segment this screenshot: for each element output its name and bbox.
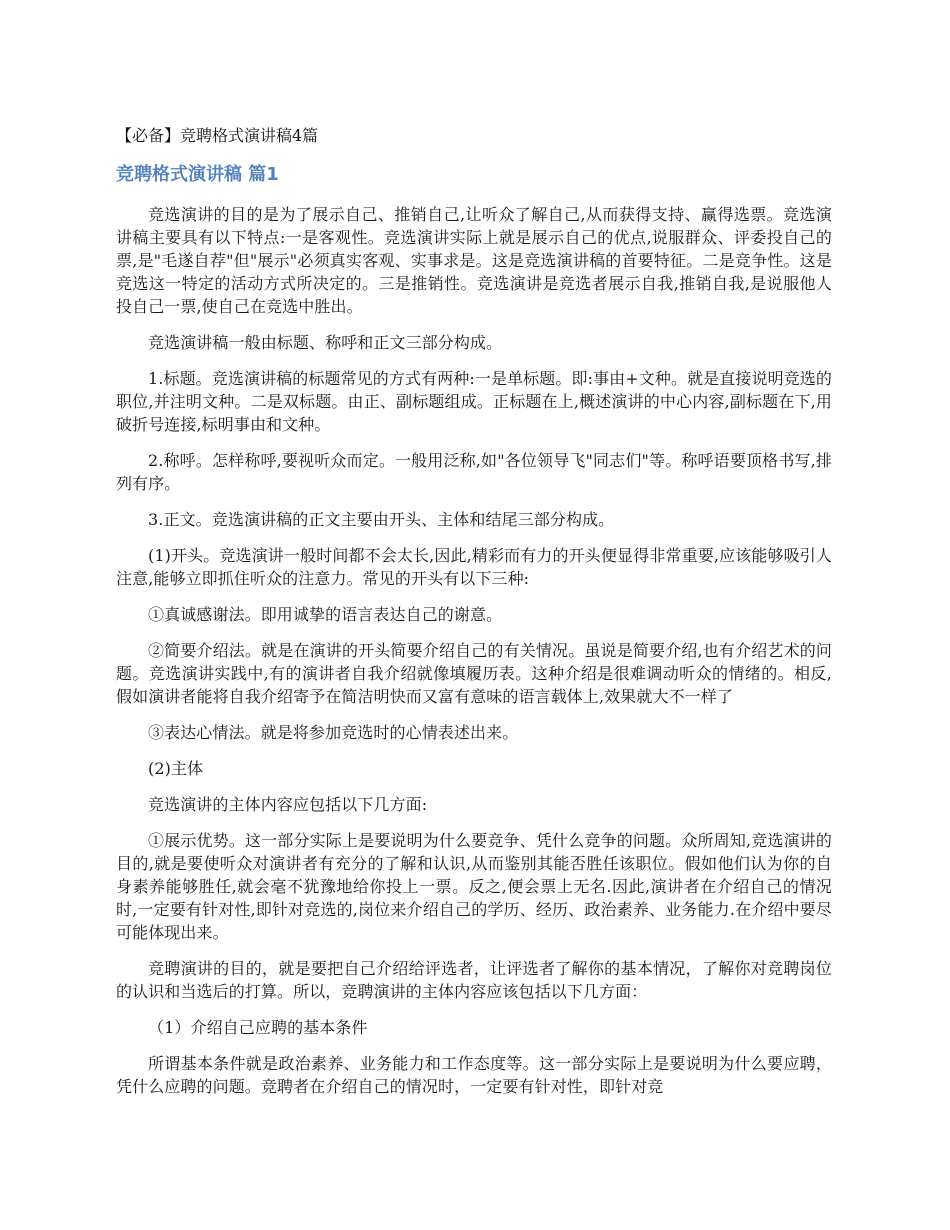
paragraph: 3.正文。竞选演讲稿的正文主要由开头、主体和结尾三部分构成。 xyxy=(148,510,615,529)
paragraph: ①真诚感谢法。即用诚挚的语言表达自己的谢意。 xyxy=(148,605,503,624)
paragraph: 2.称呼。怎样称呼,要视听众而定。一般用泛称,如"各位领导飞"同志们"等。称呼语要顶格书写,排列有序。 xyxy=(116,451,832,493)
paragraph: 竞聘演讲的目的，就是要把自己介绍给评选者，让评选者了解你的基本情况，了解你对竞聘岗位的认识和当选后的打算。所以，竞聘演讲的主体内容应该包括以下几方面： xyxy=(116,959,832,1001)
paragraph: 竞选演讲稿一般由标题、称呼和正文三部分构成。 xyxy=(148,333,503,352)
section-heading: 竞聘格式演讲稿 篇1 xyxy=(116,164,279,185)
paragraph: 竞选演讲的目的是为了展示自己、推销自己,让听众了解自己,从而获得支持、赢得选票。竞选演讲稿主要具有以下特点:一是客观性。竞选演讲实际上就是展示自己的优点,说服群众、评委投自己的票,是"毛遂自荐"但"展示"必须真实客观、实事求是。这是竞选演讲稿的首要特征。二是竞争性。这是竞选这一特定的活动方式所决定的。三是推销性。竞选演讲是竞选者展示自我,推销自我,是说服他人投自己一票,使自己在竞选中胜出。 xyxy=(116,205,832,316)
document-title: 【必备】竞聘格式演讲稿4篇 xyxy=(116,126,319,145)
paragraph: 1.标题。竞选演讲稿的标题常见的方式有两种:一是单标题。即:事由+文种。就是直接说明竞选的职位,并注明文种。二是双标题。由正、副标题组成。正标题在上,概述演讲的中心内容,副标题在下,用破折号连接,标明事由和文种。 xyxy=(116,369,832,434)
paragraph: (1)开头。竞选演讲一般时间都不会太长,因此,精彩而有力的开头便显得非常重要,应该能够吸引人注意,能够立即抓住听众的注意力。常见的开头有以下三种: xyxy=(116,546,832,588)
paragraph: ③表达心情法。就是将参加竞选时的心情表述出来。 xyxy=(148,723,519,742)
paragraph: 竞选演讲的主体内容应包括以下几方面: xyxy=(148,795,428,814)
paragraph: ②简要介绍法。就是在演讲的开头简要介绍自己的有关情况。虽说是简要介绍,也有介绍艺术的问题。竞选演讲实践中,有的演讲者自我介绍就像填履历表。这种介绍是很难调动听众的情绪的。相反,假如演讲者能将自我介绍寄予在简洁明快而又富有意味的语言载体上,效果就大不一样了 xyxy=(116,641,832,706)
paragraph: (2)主体 xyxy=(148,759,204,778)
paragraph: ①展示优势。这一部分实际上是要说明为什么要竞争、凭什么竞争的问题。众所周知,竞选演讲的目的,就是要使听众对演讲者有充分的了解和认识,从而鉴别其能否胜任该职位。假如他们认为你的自身素养能够胜任,就会毫不犹豫地给你投上一票。反之,便会票上无名.因此,演讲者在介绍自己的情况时,一定要有针对性,即针对竞选的,岗位来介绍自己的学历、经历、政治素养、业务能力.在介绍中要尽可能体现出来。 xyxy=(116,831,832,942)
paragraph: （1）介绍自己应聘的基本条件 xyxy=(148,1018,368,1037)
paragraph: 所谓基本条件就是政治素养、业务能力和工作态度等。这一部分实际上是要说明为什么要应聘，凭什么应聘的问题。竞聘者在介绍自己的情况时，一定要有针对性，即针对竞 xyxy=(116,1054,832,1096)
